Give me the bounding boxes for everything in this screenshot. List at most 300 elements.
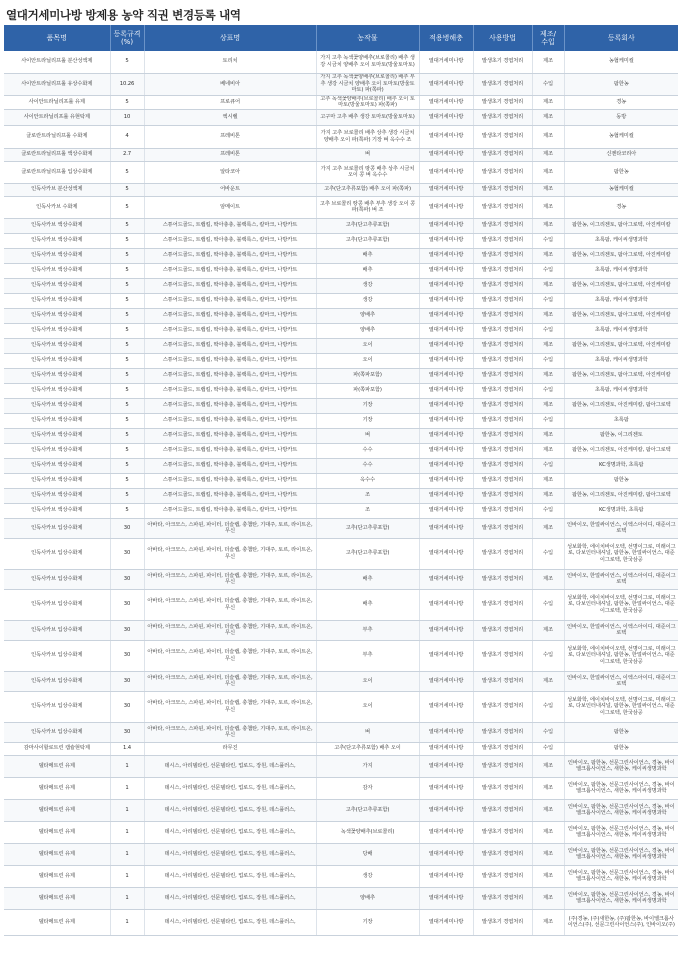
cell-crop: 고추(단고추류포함) 배추 오이: [316, 742, 419, 755]
cell-brand: 스튜어드골드, 트랩킬, 딱아총총, 블랙록스, 칼마크, 나방카트: [144, 503, 316, 518]
cell-product: 인독사카브 액상수화제: [4, 218, 110, 233]
cell-origin: 수입: [532, 722, 564, 742]
cell-brand: 스튜어드골드, 트랩킬, 딱아총총, 블랙록스, 칼마크, 나방카트: [144, 368, 316, 383]
cell-origin: 제조: [532, 865, 564, 887]
table-row: [4, 368, 678, 383]
cell-crop: 조: [316, 503, 419, 518]
table-row: [4, 620, 678, 640]
cell-crop: 배추: [316, 263, 419, 278]
cell-company: 동방: [564, 109, 678, 125]
table-row: [4, 73, 678, 95]
cell-brand: 스튜어드골드, 트랩킬, 딱아총총, 블랙록스, 칼마크, 나방카트: [144, 383, 316, 398]
cell-origin: 제조: [532, 95, 564, 109]
cell-brand: 아바타, 아크모스, 스파윈, 파이터, 더슬랩, 충챔탄, 기대주, 토르, 라이트온, 무신: [144, 671, 316, 691]
cell-company: 경농: [564, 196, 678, 218]
cell-brand: 스튜어드골드, 트랩킬, 딱아총총, 블랙록스, 칼마크, 나방카트: [144, 338, 316, 353]
cell-method: 발생초기 경엽처리: [473, 589, 532, 620]
col-header-spec: 등록규격 (%): [110, 25, 144, 51]
cell-origin: 수입: [532, 383, 564, 398]
table-row: [4, 799, 678, 821]
table-row: [4, 458, 678, 473]
cell-crop: 기장: [316, 398, 419, 413]
cell-crop: 가지 고추 브로콜리 배추 상추 생강 시금치 양배추 오이 파(쪽파) 기장 벼 옥수수 조: [316, 125, 419, 148]
cell-product: 인독사카브 입상수화제: [4, 538, 110, 569]
table-row: [4, 293, 678, 308]
table-row: [4, 640, 678, 671]
cell-company: 초록팜, 케이씨생명과학: [564, 293, 678, 308]
cell-company: 초록팜, 케이씨생명과학: [564, 383, 678, 398]
cell-spec: 5: [110, 473, 144, 488]
cell-pest: 열대거세미나방: [419, 909, 473, 935]
cell-pest: 열대거세미나방: [419, 443, 473, 458]
cell-origin: 제조: [532, 671, 564, 691]
cell-pest: 열대거세미나방: [419, 742, 473, 755]
cell-pest: 열대거세미나방: [419, 263, 473, 278]
cell-company: 인바이오, 한얼싸이언스, 이엑스아이디, 대준이그로텍: [564, 671, 678, 691]
cell-product: 인독사카브 액상수화제: [4, 503, 110, 518]
cell-method: 발생초기 경엽처리: [473, 383, 532, 398]
cell-pest: 열대거세미나방: [419, 95, 473, 109]
cell-brand: 프레비톤: [144, 148, 316, 161]
cell-brand: 아바타, 아크모스, 스파윈, 파이터, 더슬랩, 충챔탄, 기대주, 토르, 라이트온, 무신: [144, 722, 316, 742]
cell-crop: 배추: [316, 569, 419, 589]
cell-origin: 제조: [532, 443, 564, 458]
cell-company: 인바이오, 한얼싸이언스, 이엑스아이디, 대준이그로텍: [564, 518, 678, 538]
cell-crop: 양배추: [316, 323, 419, 338]
cell-company: 성보화학, 에이치바이오텍, 선명이그로, 미래이그로, 다보인터내셔널, 팜한농, 한얼싸이언스, 대준이그로텍, 한국삼공: [564, 691, 678, 722]
cell-company: 인바이오, 팜한농, 선문그린사이언스, 경농, 바이엘크롭사이언스, 새한농, 케이씨생명과학: [564, 821, 678, 843]
cell-crop: 양배추: [316, 887, 419, 909]
col-header-crop: 농작물: [316, 25, 419, 51]
table-header-row: [4, 25, 678, 51]
cell-method: 발생초기 경엽처리: [473, 353, 532, 368]
cell-method: 발생초기 경엽처리: [473, 95, 532, 109]
cell-product: 인독사카브 액상수화제: [4, 398, 110, 413]
cell-product: 인독사카브 액상수화제: [4, 338, 110, 353]
cell-brand: 어바운트: [144, 183, 316, 196]
cell-origin: 제조: [532, 125, 564, 148]
cell-spec: 5: [110, 183, 144, 196]
cell-product: 인독사카브 액상수화제: [4, 323, 110, 338]
cell-crop: 배추: [316, 248, 419, 263]
cell-spec: 5: [110, 443, 144, 458]
table-row: [4, 383, 678, 398]
cell-brand: 스튜어드골드, 트랩킬, 딱아총총, 블랙록스, 칼마크, 나방카트: [144, 323, 316, 338]
cell-crop: 오이: [316, 353, 419, 368]
cell-origin: 수입: [532, 538, 564, 569]
cell-crop: 수수: [316, 443, 419, 458]
cell-pest: 열대거세미나방: [419, 183, 473, 196]
cell-product: 인독사카브 액상수화제: [4, 263, 110, 278]
table-row: [4, 473, 678, 488]
cell-crop: 고추(단고추류포함): [316, 799, 419, 821]
cell-spec: 1: [110, 799, 144, 821]
table-row: [4, 196, 678, 218]
cell-crop: 가지: [316, 755, 419, 777]
cell-method: 발생초기 경엽처리: [473, 799, 532, 821]
cell-brand: 암메이트: [144, 196, 316, 218]
cell-pest: 열대거세미나방: [419, 233, 473, 248]
cell-product: 인독사카브 입상수화제: [4, 589, 110, 620]
cell-company: 성보화학, 에이치바이오텍, 선명이그로, 미래이그로, 다보인터내셔널, 팜한농, 한얼싸이언스, 대준이그로텍, 한국삼공: [564, 538, 678, 569]
cell-product: 인독사카브 입상수화제: [4, 620, 110, 640]
cell-method: 발생초기 경엽처리: [473, 640, 532, 671]
table-row: [4, 148, 678, 161]
cell-method: 발생초기 경엽처리: [473, 865, 532, 887]
cell-spec: 30: [110, 671, 144, 691]
cell-pest: 열대거세미나방: [419, 148, 473, 161]
cell-pest: 열대거세미나방: [419, 368, 473, 383]
cell-pest: 열대거세미나방: [419, 398, 473, 413]
cell-method: 발생초기 경엽처리: [473, 671, 532, 691]
cell-spec: 30: [110, 589, 144, 620]
cell-brand: 데시스, 아리델타린, 선문델타린, 업로드, 장원, 데스플러스,: [144, 843, 316, 865]
cell-crop: 오이: [316, 671, 419, 691]
cell-product: 사이안트라닐리프롤 분산성액제: [4, 51, 110, 73]
cell-spec: 5: [110, 398, 144, 413]
cell-brand: 아바타, 아크모스, 스파윈, 파이터, 더슬랩, 충챔탄, 기대주, 토르, 라이트온, 무신: [144, 640, 316, 671]
cell-pest: 열대거세미나방: [419, 323, 473, 338]
table-row: [4, 125, 678, 148]
cell-pest: 열대거세미나방: [419, 196, 473, 218]
cell-spec: 5: [110, 308, 144, 323]
cell-company: 팜한농, 이그리젠토, 팜아그로텍, 아진케미칼: [564, 368, 678, 383]
cell-pest: 열대거세미나방: [419, 458, 473, 473]
cell-product: 인독사카브 액상수화제: [4, 488, 110, 503]
cell-spec: 5: [110, 278, 144, 293]
cell-crop: 옥수수: [316, 473, 419, 488]
cell-pest: 열대거세미나방: [419, 293, 473, 308]
cell-method: 발생초기 경엽처리: [473, 125, 532, 148]
cell-method: 발생초기 경엽처리: [473, 248, 532, 263]
cell-method: 발생초기 경엽처리: [473, 569, 532, 589]
cell-brand: 베네비아: [144, 73, 316, 95]
table-row: [4, 887, 678, 909]
cell-method: 발생초기 경엽처리: [473, 233, 532, 248]
cell-crop: 고추(단고추류포함): [316, 538, 419, 569]
cell-origin: 제조: [532, 777, 564, 799]
cell-spec: 1: [110, 865, 144, 887]
cell-pest: 열대거세미나방: [419, 671, 473, 691]
cell-spec: 1: [110, 843, 144, 865]
cell-spec: 30: [110, 640, 144, 671]
cell-pest: 열대거세미나방: [419, 843, 473, 865]
cell-company: 팜한농: [564, 161, 678, 183]
cell-product: 클로란트라닐리프롤 입상수화제: [4, 161, 110, 183]
cell-brand: 스튜어드골드, 트랩킬, 딱아총총, 블랙록스, 칼마크, 나방카트: [144, 278, 316, 293]
cell-origin: 수입: [532, 691, 564, 722]
cell-brand: 데시스, 아리델타린, 선문델타린, 업로드, 장원, 데스플러스,: [144, 909, 316, 935]
cell-product: 인독사카브 수화제: [4, 196, 110, 218]
cell-pest: 열대거세미나방: [419, 640, 473, 671]
cell-company: 초록팜: [564, 413, 678, 428]
cell-method: 발생초기 경엽처리: [473, 196, 532, 218]
cell-crop: 기장: [316, 413, 419, 428]
cell-spec: 5: [110, 293, 144, 308]
cell-crop: 부추: [316, 640, 419, 671]
cell-pest: 열대거세미나방: [419, 473, 473, 488]
cell-spec: 5: [110, 323, 144, 338]
cell-pest: 열대거세미나방: [419, 338, 473, 353]
cell-product: 델타메트린 유제: [4, 821, 110, 843]
table-row: [4, 308, 678, 323]
cell-origin: 제조: [532, 308, 564, 323]
cell-origin: 수입: [532, 73, 564, 95]
cell-crop: 배추: [316, 589, 419, 620]
cell-spec: 5: [110, 488, 144, 503]
cell-origin: 제조: [532, 398, 564, 413]
cell-pest: 열대거세미나방: [419, 413, 473, 428]
cell-origin: 제조: [532, 278, 564, 293]
cell-crop: 고추(단고추류포함): [316, 518, 419, 538]
cell-spec: 30: [110, 620, 144, 640]
cell-method: 발생초기 경엽처리: [473, 293, 532, 308]
table-row: [4, 218, 678, 233]
cell-pest: 열대거세미나방: [419, 488, 473, 503]
cell-pest: 열대거세미나방: [419, 353, 473, 368]
cell-brand: 스튜어드골드, 트랩킬, 딱아총총, 블랙록스, 칼마크, 나방카트: [144, 233, 316, 248]
cell-origin: 제조: [532, 218, 564, 233]
cell-origin: 수입: [532, 458, 564, 473]
cell-brand: 스튜어드골드, 트랩킬, 딱아총총, 블랙록스, 칼마크, 나방카트: [144, 488, 316, 503]
cell-origin: 제조: [532, 755, 564, 777]
cell-company: 팜한농, 이그리젠토, 아진케미칼, 팜아그로텍: [564, 488, 678, 503]
cell-spec: 5: [110, 233, 144, 248]
cell-crop: 고추 녹색꽃양배추(브로콜리) 배추 오이 토마토(방울토마토) 파(쪽파): [316, 95, 419, 109]
cell-origin: 제조: [532, 488, 564, 503]
cell-origin: 제조: [532, 183, 564, 196]
cell-company: 팜한농: [564, 742, 678, 755]
cell-product: 델타메트린 유제: [4, 799, 110, 821]
cell-brand: 엑시렐: [144, 109, 316, 125]
cell-method: 발생초기 경엽처리: [473, 109, 532, 125]
cell-origin: 수입: [532, 640, 564, 671]
cell-pest: 열대거세미나방: [419, 518, 473, 538]
cell-company: 팜한농: [564, 722, 678, 742]
cell-product: 인독사카브 액상수화제: [4, 473, 110, 488]
cell-pest: 열대거세미나방: [419, 691, 473, 722]
table-row: [4, 755, 678, 777]
cell-method: 발생초기 경엽처리: [473, 691, 532, 722]
cell-company: 인바이오, 팜한농, 선문그린사이언스, 경농, 바이엘크롭사이언스, 새한농, 케이씨생명과학: [564, 799, 678, 821]
cell-brand: 데시스, 아리델타린, 선문델타린, 업로드, 장원, 데스플러스,: [144, 799, 316, 821]
cell-pest: 열대거세미나방: [419, 73, 473, 95]
cell-method: 발생초기 경엽처리: [473, 278, 532, 293]
cell-brand: 스튜어드골드, 트랩킬, 딱아총총, 블랙록스, 칼마크, 나방카트: [144, 308, 316, 323]
cell-crop: 파(쪽파포함): [316, 368, 419, 383]
cell-spec: 1: [110, 887, 144, 909]
cell-origin: 수입: [532, 353, 564, 368]
cell-pest: 열대거세미나방: [419, 218, 473, 233]
cell-method: 발생초기 경엽처리: [473, 742, 532, 755]
table-row: [4, 263, 678, 278]
cell-origin: 제조: [532, 843, 564, 865]
table-row: [4, 183, 678, 196]
cell-method: 발생초기 경엽처리: [473, 308, 532, 323]
cell-brand: 스튜어드골드, 트랩킬, 딱아총총, 블랙록스, 칼마크, 나방카트: [144, 458, 316, 473]
cell-crop: 가지 고추 녹색꽃양배추(브로콜리) 배추 생강 시금치 양배추 오이 토마토(방울토마토): [316, 51, 419, 73]
cell-origin: 수입: [532, 323, 564, 338]
cell-method: 발생초기 경엽처리: [473, 368, 532, 383]
table-row: [4, 323, 678, 338]
cell-brand: 스튜어드골드, 트랩킬, 딱아총총, 블랙록스, 칼마크, 나방카트: [144, 218, 316, 233]
col-header-product: 품목명: [4, 25, 110, 51]
cell-company: 성보화학, 에이치바이오텍, 선명이그로, 미래이그로, 다보인터내셔널, 팜한농, 한얼싸이언스, 대준이그로텍, 한국삼공: [564, 640, 678, 671]
cell-brand: 스튜어드골드, 트랩킬, 딱아총총, 블랙록스, 칼마크, 나방카트: [144, 413, 316, 428]
cell-method: 발생초기 경엽처리: [473, 722, 532, 742]
cell-product: 델타메트린 유제: [4, 843, 110, 865]
cell-origin: 제조: [532, 620, 564, 640]
cell-product: 사이안트라닐리프롤 유제: [4, 95, 110, 109]
cell-origin: 제조: [532, 338, 564, 353]
cell-product: 인독사카브 입상수화제: [4, 671, 110, 691]
cell-brand: 아바타, 아크모스, 스파윈, 파이터, 더슬랩, 충챔탄, 기대주, 토르, 라이트온, 무신: [144, 538, 316, 569]
cell-company: (주)경농, (주)새한농, (주)팜한농, 바이엘크롭사이언스(주), 선문그린사이언스(주), 인바이오(주): [564, 909, 678, 935]
table-row: [4, 691, 678, 722]
cell-method: 발생초기 경엽처리: [473, 443, 532, 458]
table-row: [4, 338, 678, 353]
cell-company: 초록팜, 케이씨생명과학: [564, 353, 678, 368]
table-row: [4, 909, 678, 935]
cell-pest: 열대거세미나방: [419, 865, 473, 887]
cell-pest: 열대거세미나방: [419, 161, 473, 183]
cell-brand: 스튜어드골드, 트랩킬, 딱아총총, 블랙록스, 칼마크, 나방카트: [144, 398, 316, 413]
cell-crop: 생강: [316, 278, 419, 293]
cell-brand: 프로큐어: [144, 95, 316, 109]
cell-origin: 제조: [532, 887, 564, 909]
cell-crop: 고추(단고추류포함) 배추 오이 파(쪽파): [316, 183, 419, 196]
cell-method: 발생초기 경엽처리: [473, 218, 532, 233]
cell-brand: 데시스, 아리델타린, 선문델타린, 업로드, 장원, 데스플러스,: [144, 887, 316, 909]
cell-method: 발생초기 경엽처리: [473, 183, 532, 196]
cell-product: 인독사카브 액상수화제: [4, 248, 110, 263]
cell-company: 초록팜, 케이씨생명과학: [564, 233, 678, 248]
cell-company: 인바이오, 한얼싸이언스, 이엑스아이디, 대준이그로텍: [564, 620, 678, 640]
cell-company: 팜한농, 이그리젠토, 팜아그로텍, 아진케미칼: [564, 248, 678, 263]
table-row: [4, 843, 678, 865]
cell-company: 인바이오, 팜한농, 선문그린사이언스, 경농, 바이엘크롭사이언스, 새한농, 케이씨생명과학: [564, 887, 678, 909]
cell-product: 인독사카브 입상수화제: [4, 722, 110, 742]
cell-origin: 제조: [532, 799, 564, 821]
cell-crop: 벼: [316, 428, 419, 443]
cell-pest: 열대거세미나방: [419, 755, 473, 777]
cell-pest: 열대거세미나방: [419, 109, 473, 125]
cell-spec: 5: [110, 161, 144, 183]
cell-spec: 30: [110, 538, 144, 569]
cell-spec: 1: [110, 777, 144, 799]
cell-pest: 열대거세미나방: [419, 125, 473, 148]
table-row: [4, 95, 678, 109]
cell-brand: 데시스, 아리델타린, 선문델타린, 업로드, 장원, 데스플러스,: [144, 821, 316, 843]
cell-crop: 수수: [316, 458, 419, 473]
cell-pest: 열대거세미나방: [419, 538, 473, 569]
cell-method: 발생초기 경엽처리: [473, 843, 532, 865]
cell-crop: 고구마 고추 배추 생강 토마토(방울토마토): [316, 109, 419, 125]
cell-spec: 5: [110, 196, 144, 218]
cell-brand: 스튜어드골드, 트랩킬, 딱아총총, 블랙록스, 칼마크, 나방카트: [144, 248, 316, 263]
cell-spec: 5: [110, 428, 144, 443]
table-row: [4, 742, 678, 755]
cell-product: 델타메트린 유제: [4, 777, 110, 799]
cell-pest: 열대거세미나방: [419, 278, 473, 293]
cell-origin: 제조: [532, 909, 564, 935]
cell-origin: 제조: [532, 248, 564, 263]
cell-product: 인독사카브 액상수화제: [4, 233, 110, 248]
cell-method: 발생초기 경엽처리: [473, 428, 532, 443]
cell-brand: 스튜어드골드, 트랩킬, 딱아총총, 블랙록스, 칼마크, 나방카트: [144, 473, 316, 488]
cell-spec: 2.7: [110, 148, 144, 161]
table-row: [4, 353, 678, 368]
cell-method: 발생초기 경엽처리: [473, 161, 532, 183]
cell-spec: 5: [110, 383, 144, 398]
cell-company: 팜한농, 이그리젠토, 팜아그로텍, 아진케미칼: [564, 218, 678, 233]
table-row: [4, 821, 678, 843]
cell-spec: 5: [110, 263, 144, 278]
cell-spec: 1: [110, 909, 144, 935]
cell-company: 팜한농, 이그리젠토, 아진케미칼, 팜아그로텍: [564, 398, 678, 413]
cell-brand: 스튜어드골드, 트랩킬, 딱아총총, 블랙록스, 칼마크, 나방카트: [144, 293, 316, 308]
cell-method: 발생초기 경엽처리: [473, 458, 532, 473]
col-header-company: 등록회사: [564, 25, 678, 51]
table-row: [4, 589, 678, 620]
cell-spec: 5: [110, 95, 144, 109]
table-row: [4, 248, 678, 263]
table-row: [4, 865, 678, 887]
cell-spec: 30: [110, 691, 144, 722]
cell-origin: 제조: [532, 368, 564, 383]
table-row: [4, 233, 678, 248]
cell-spec: 5: [110, 218, 144, 233]
cell-method: 발생초기 경엽처리: [473, 413, 532, 428]
cell-spec: 5: [110, 248, 144, 263]
cell-origin: 수입: [532, 589, 564, 620]
cell-product: 인독사카브 분산성액제: [4, 183, 110, 196]
col-header-method: 사용방법: [473, 25, 532, 51]
cell-method: 발생초기 경엽처리: [473, 488, 532, 503]
cell-pest: 열대거세미나방: [419, 722, 473, 742]
cell-origin: 제조: [532, 473, 564, 488]
cell-company: 팜한농, 이그리젠토: [564, 428, 678, 443]
table-row: [4, 109, 678, 125]
cell-crop: 고추(단고추류포함): [316, 218, 419, 233]
cell-method: 발생초기 경엽처리: [473, 398, 532, 413]
cell-company: KC생명과학, 초록팜: [564, 503, 678, 518]
cell-method: 발생초기 경엽처리: [473, 887, 532, 909]
cell-pest: 열대거세미나방: [419, 248, 473, 263]
registration-table: [4, 25, 678, 936]
cell-product: 델타메트린 유제: [4, 755, 110, 777]
cell-product: 감마사이할로트린 캡슐현탁제: [4, 742, 110, 755]
cell-company: 농협케미컬: [564, 183, 678, 196]
cell-crop: 오이: [316, 691, 419, 722]
cell-product: 클로란트라닐리프롤 액상수화제: [4, 148, 110, 161]
cell-crop: 부추: [316, 620, 419, 640]
cell-crop: 벼: [316, 148, 419, 161]
cell-company: 초록팜, 케이씨생명과학: [564, 323, 678, 338]
cell-spec: 5: [110, 368, 144, 383]
cell-company: 농협케미컬: [564, 125, 678, 148]
cell-crop: 벼: [316, 722, 419, 742]
cell-company: 농협케미컬: [564, 51, 678, 73]
cell-brand: 토리치: [144, 51, 316, 73]
cell-crop: 고추(단고추류포함): [316, 233, 419, 248]
cell-method: 발생초기 경엽처리: [473, 538, 532, 569]
cell-company: 인바이오, 팜한농, 선문그린사이언스, 경농, 바이엘크롭사이언스, 새한농, 케이씨생명과학: [564, 777, 678, 799]
cell-spec: 5: [110, 338, 144, 353]
cell-product: 델타메트린 유제: [4, 865, 110, 887]
cell-origin: 수입: [532, 742, 564, 755]
cell-spec: 5: [110, 458, 144, 473]
